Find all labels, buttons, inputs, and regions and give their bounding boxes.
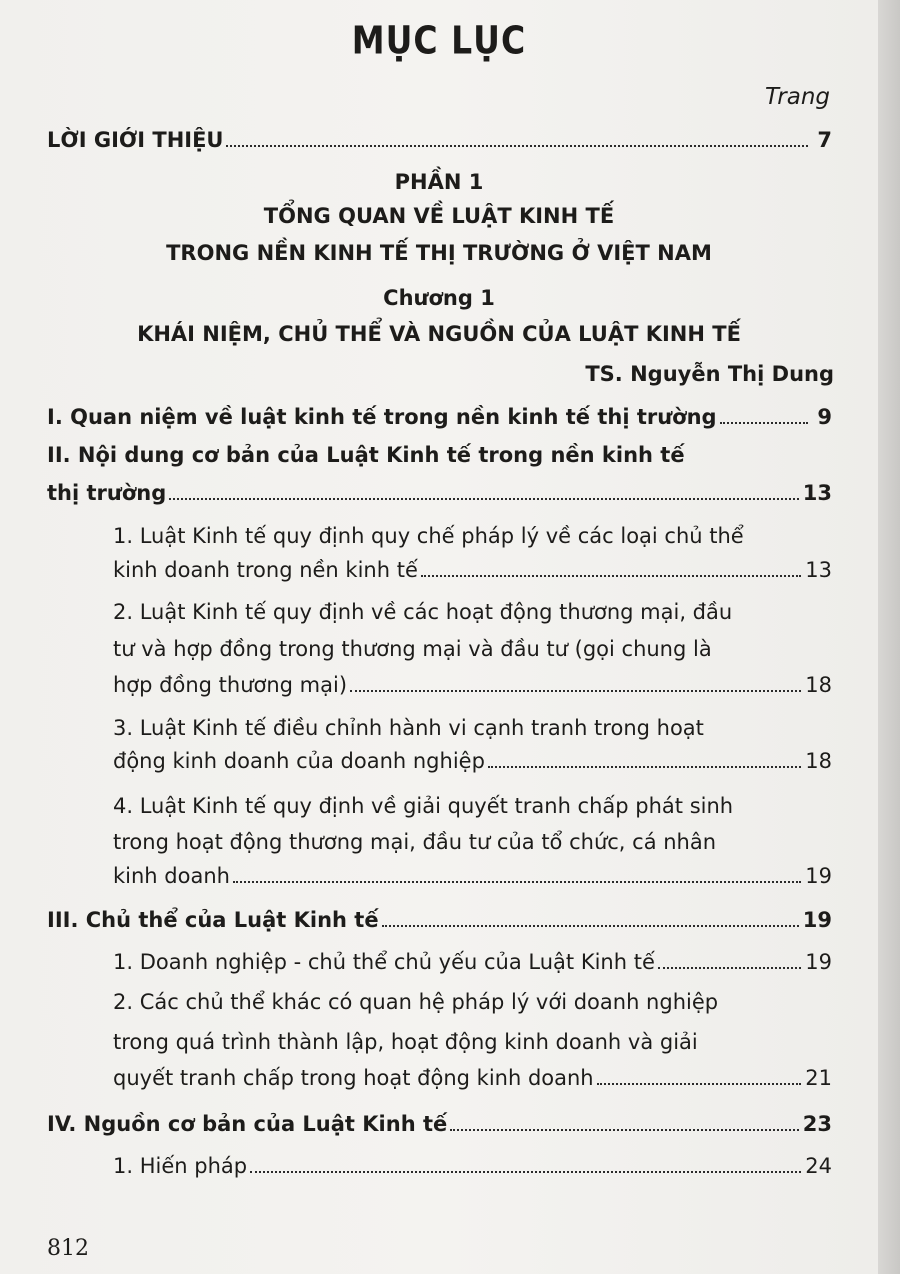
toc-entry-label: thị trường xyxy=(47,481,167,505)
leader-dots xyxy=(226,144,808,147)
toc-entry-label: 4. Luật Kinh tế quy định về giải quyết tranh chấp phát sinh xyxy=(113,794,734,818)
page-column-label: Trang xyxy=(765,84,830,110)
toc-entry-page: 21 xyxy=(805,1066,832,1090)
toc-entry-page: 9 xyxy=(817,405,832,429)
toc-entry-section-4[interactable] xyxy=(47,1112,832,1136)
toc-entry-4-1[interactable] xyxy=(113,1154,832,1178)
toc-entry-2-4[interactable] xyxy=(113,864,832,888)
toc-entry-page: 19 xyxy=(805,950,832,974)
leader-dots xyxy=(250,1170,801,1173)
toc-entry-3-2-line2[interactable] xyxy=(113,1030,698,1054)
toc-entry-label: 2. Luật Kinh tế quy định về các hoạt động thương mại, đầu xyxy=(113,600,733,624)
toc-title: MỤC LỤC xyxy=(351,18,527,63)
toc-entry-intro[interactable] xyxy=(47,128,832,152)
part-title-line1: TỔNG QUAN VỀ LUẬT KINH TẾ xyxy=(263,204,615,228)
toc-entry-label: 1. Luật Kinh tế quy định quy chế pháp lý về các loại chủ thể xyxy=(113,524,744,548)
toc-entry-2-4-line2[interactable] xyxy=(113,830,716,854)
toc-entry-page: 13 xyxy=(802,481,832,505)
toc-entry-section-2-line1[interactable] xyxy=(47,443,832,467)
toc-entry-label: trong hoạt động thương mại, đầu tư của tổ chức, cá nhân xyxy=(113,830,717,854)
toc-entry-section-1[interactable] xyxy=(47,405,832,429)
toc-entry-label: 3. Luật Kinh tế điều chỉnh hành vi cạnh tranh trong hoạt xyxy=(113,716,704,740)
toc-entry-page: 23 xyxy=(802,1112,832,1136)
toc-entry-label: trong quá trình thành lập, hoạt động kinh doanh và giải xyxy=(113,1030,698,1054)
toc-entry-label: quyết tranh chấp trong hoạt động kinh doanh xyxy=(113,1066,594,1090)
toc-entry-label: 1. Hiến pháp xyxy=(113,1154,248,1178)
toc-entry-page: 24 xyxy=(805,1154,832,1178)
toc-entry-3-1[interactable] xyxy=(113,950,832,974)
toc-entry-page: 18 xyxy=(805,673,832,697)
toc-entry-page: 7 xyxy=(817,128,832,152)
toc-entry-2-4-line1[interactable] xyxy=(113,794,733,818)
toc-entry-2-3[interactable] xyxy=(113,749,832,773)
leader-dots xyxy=(597,1082,802,1085)
leader-dots xyxy=(233,880,801,883)
toc-entry-label: hợp đồng thương mại) xyxy=(113,673,348,697)
toc-entry-3-2[interactable] xyxy=(113,1066,832,1090)
toc-entry-section-3[interactable] xyxy=(47,908,832,932)
leader-dots xyxy=(350,689,801,692)
toc-entry-2-1-line1[interactable] xyxy=(113,524,744,548)
leader-dots xyxy=(169,497,799,500)
leader-dots xyxy=(488,765,801,768)
leader-dots xyxy=(450,1128,799,1131)
toc-entry-3-2-line1[interactable] xyxy=(113,990,718,1014)
toc-entry-2-2[interactable] xyxy=(113,673,832,697)
leader-dots xyxy=(658,966,801,969)
toc-entry-page: 13 xyxy=(805,558,832,582)
leader-dots xyxy=(720,421,808,424)
toc-entry-page: 19 xyxy=(805,864,832,888)
toc-entry-2-3-line1[interactable] xyxy=(113,716,704,740)
toc-entry-2-1[interactable] xyxy=(113,558,832,582)
chapter-title: KHÁI NIỆM, CHỦ THỂ VÀ NGUỒN CỦA LUẬT KINH TẾ xyxy=(137,322,741,346)
leader-dots xyxy=(421,574,801,577)
toc-entry-label: 1. Doanh nghiệp - chủ thể chủ yếu của Luật Kinh tế xyxy=(113,950,655,974)
toc-entry-label: LỜI GIỚI THIỆU xyxy=(47,128,224,152)
toc-entry-label: I. Quan niệm về luật kinh tế trong nền kinh tế thị trường xyxy=(47,405,717,429)
toc-entry-label: động kinh doanh của doanh nghiệp xyxy=(113,749,485,773)
page-number: 812 xyxy=(47,1236,89,1261)
toc-entry-label: IV. Nguồn cơ bản của Luật Kinh tế xyxy=(47,1112,448,1136)
toc-entry-label: II. Nội dung cơ bản của Luật Kinh tế trong nền kinh tế xyxy=(47,443,685,467)
toc-entry-2-2-line2[interactable] xyxy=(113,637,712,661)
toc-entry-label: kinh doanh trong nền kinh tế xyxy=(113,558,418,582)
toc-entry-page: 19 xyxy=(802,908,832,932)
toc-entry-2-2-line1[interactable] xyxy=(113,600,732,624)
part-label: PHẦN 1 xyxy=(394,170,484,194)
leader-dots xyxy=(382,924,799,927)
toc-entry-section-2[interactable] xyxy=(47,481,832,505)
toc-entry-label: kinh doanh xyxy=(113,864,230,888)
page-edge xyxy=(878,0,900,1274)
chapter-author: TS. Nguyễn Thị Dung xyxy=(585,362,834,386)
toc-entry-page: 18 xyxy=(805,749,832,773)
part-title-line2: TRONG NỀN KINH TẾ THỊ TRƯỜNG Ở VIỆT NAM xyxy=(166,241,712,265)
toc-entry-label: 2. Các chủ thể khác có quan hệ pháp lý với doanh nghiệp xyxy=(113,990,719,1014)
chapter-label: Chương 1 xyxy=(383,286,495,310)
toc-entry-label: tư và hợp đồng trong thương mại và đầu tư (gọi chung là xyxy=(113,637,712,661)
toc-entry-label: III. Chủ thể của Luật Kinh tế xyxy=(47,908,379,932)
